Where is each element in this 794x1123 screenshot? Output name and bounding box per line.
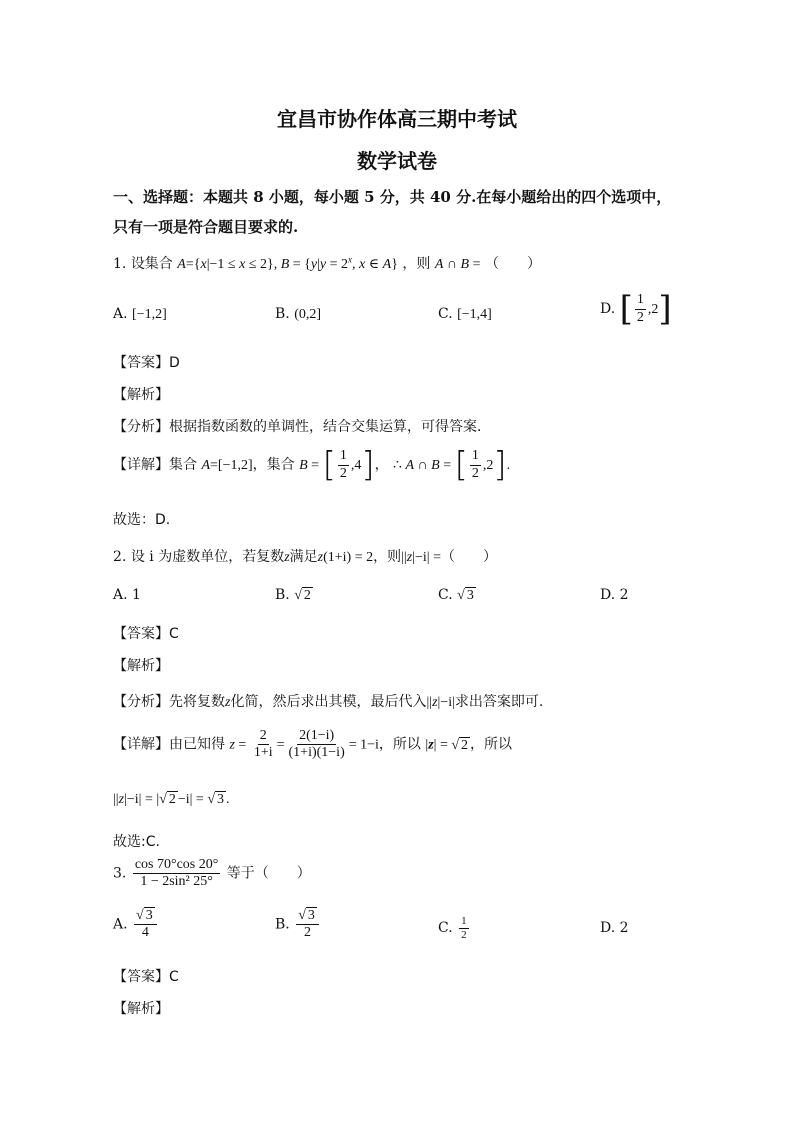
- q2-fenxi: 【分析】先将复数z化简，然后求出其模，最后代入||z|−i|求出答案即可.: [113, 694, 544, 710]
- q2-option-d: D. 2: [600, 587, 629, 603]
- q1-detail: 【详解】集合 A=[−1,2]，集合 B = [ $\frac{1}{2}$ ,4]， ∴ A ∩ B = [ $\frac{1}{2}$ ,2].: [113, 445, 511, 485]
- set-a-definition: A: [177, 257, 186, 272]
- question-2: 2. 设 i 为虚数单位，若复数z满足z(1+i) = 2，则||z|−i| =（ ）: [113, 549, 497, 565]
- q3-answer: 【答案】C: [113, 969, 179, 985]
- q1-fenxi: 【分析】根据指数函数的单调性，结合交集运算，可得答案.: [113, 419, 482, 435]
- q2-detail-result: ||z|−i| = |√ 2 −i| = √ 3 .: [113, 792, 230, 807]
- q2-answer: 【答案】C: [113, 626, 179, 642]
- page-subtitle: 数学试卷: [357, 149, 437, 173]
- q3-option-c: C. $\frac{1}{2}$: [438, 915, 467, 941]
- q2-analysis-label: 【解析】: [113, 658, 169, 674]
- q3-option-b: B. $\frac{√ 3}{2}$: [275, 908, 321, 941]
- q2-conclusion: 故选:C.: [113, 834, 160, 850]
- question-1: 1. 设集合 A={x|−1 ≤ x ≤ 2}, $B = \{y|y = 2^x$, x ∈ A} ，则 A ∩ B = （ ）: [113, 254, 541, 272]
- question-3: 3. $\frac{\cos 70^\circ\cos 20^\circ}{\text{1 − 2sin² 25°}}$ 等于（ ）: [113, 857, 311, 890]
- section-heading-line2: 只有一项是符合题目要求的.: [113, 218, 299, 236]
- q1-option-d: D. [ $\frac{1}{2}$ ,2]: [600, 289, 672, 329]
- q2-option-c: C. √ 3: [438, 587, 474, 603]
- q1-option-a: A. [−1,2]: [113, 306, 167, 322]
- q1-option-b: B. (0,2]: [275, 306, 322, 322]
- section-heading-line1: 一、选择题：本题共 8 小题，每小题 5 分，共 40 分.在每小题给出的四个选项中，: [113, 188, 672, 206]
- q3-option-d: D. 2: [600, 920, 629, 936]
- q2-detail: 【详解】由已知得 z = $\frac{2}{1+i}$ = $\frac{2(1-i)}{(1+i)(1-i)}$ = 1−i，所以 |z| = √ 2 ，所以: [113, 728, 513, 761]
- q1-answer: 【答案】D: [113, 355, 180, 371]
- q1-analysis-label: 【解析】: [113, 387, 169, 403]
- q1-option-c: C. [−1,4]: [438, 306, 492, 322]
- q3-option-a: A. $\frac{√ 3}{4}$: [113, 908, 159, 941]
- q1-conclusion: 故选：D.: [113, 512, 171, 528]
- page-title: 宜昌市协作体高三期中考试: [277, 107, 517, 131]
- q2-option-a: A. 1: [113, 587, 141, 603]
- q2-option-b: B. √ 2: [275, 587, 311, 603]
- question-number: 1.: [113, 256, 127, 272]
- q3-analysis-label: 【解析】: [113, 1001, 169, 1017]
